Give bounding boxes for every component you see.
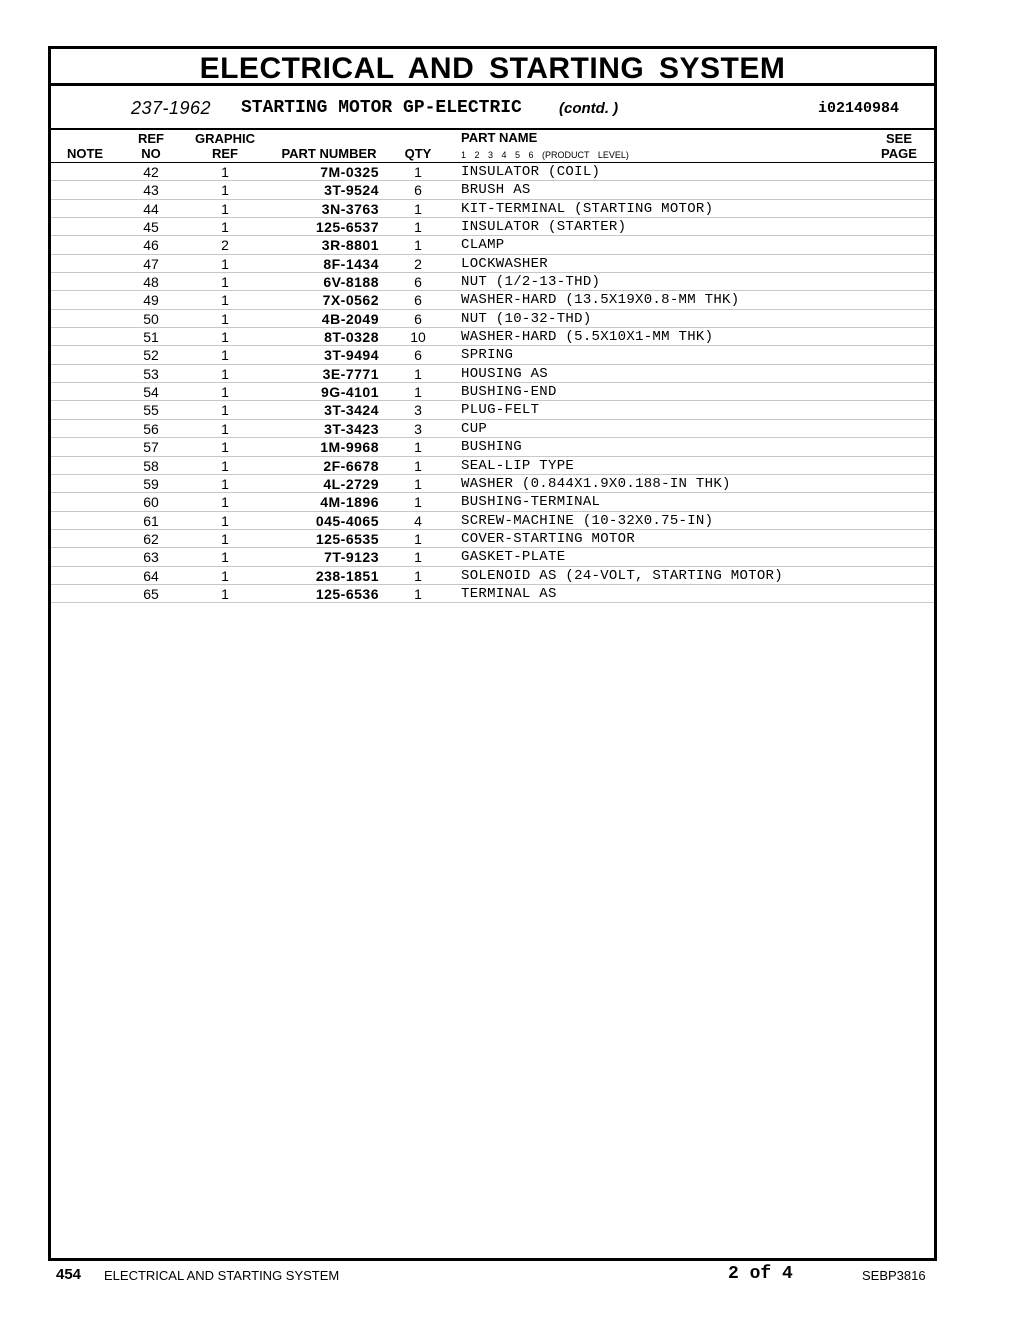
group-number: 237-1962 xyxy=(131,98,212,118)
graphic-ref-cell: 1 xyxy=(221,475,229,492)
qty-cell: 6 xyxy=(414,310,422,327)
table-row xyxy=(51,401,934,419)
part-number-cell: 3R-8801 xyxy=(321,237,379,254)
part-name-cell: NUT (10-32-THD) xyxy=(461,310,592,327)
table-row xyxy=(51,457,934,475)
ref-no-cell: 63 xyxy=(143,549,159,566)
graphic-ref-cell: 1 xyxy=(221,310,229,327)
part-number-cell: 3T-9524 xyxy=(324,182,379,199)
graphic-ref-cell: 1 xyxy=(221,255,229,272)
qty-cell: 1 xyxy=(414,365,422,382)
table-row xyxy=(51,236,934,254)
ref-no-cell: 53 xyxy=(143,365,159,382)
part-number-cell: 125-6537 xyxy=(315,219,379,236)
graphic-ref-cell: 1 xyxy=(221,292,229,309)
graphic-ref-cell: 1 xyxy=(221,567,229,584)
parts-table-body xyxy=(51,163,934,603)
qty-cell: 3 xyxy=(414,402,422,419)
part-number-cell: 9G-4101 xyxy=(321,384,379,401)
ref-no-cell: 50 xyxy=(143,310,159,327)
ref-no-cell: 55 xyxy=(143,402,159,419)
ref-no-cell: 44 xyxy=(143,200,159,217)
ref-no-cell: 65 xyxy=(143,585,159,602)
part-number-cell: 4L-2729 xyxy=(323,475,379,492)
part-number-cell: 7X-0562 xyxy=(322,292,379,309)
footer-sheet: 2 of 4 xyxy=(728,1264,793,1284)
graphic-ref-cell: 1 xyxy=(221,182,229,199)
graphic-ref-cell: 1 xyxy=(221,384,229,401)
graphic-ref-cell: 1 xyxy=(221,274,229,291)
part-number-cell: 3T-9494 xyxy=(324,347,379,364)
graphic-ref-cell: 1 xyxy=(221,219,229,236)
ref-no-cell: 57 xyxy=(143,439,159,456)
footer-page-number: 454 xyxy=(56,1266,82,1283)
part-name-cell: PLUG-FELT xyxy=(461,402,540,419)
qty-cell: 1 xyxy=(414,475,422,492)
part-number-cell: 4M-1896 xyxy=(320,494,379,511)
group-continued: (contd. ) xyxy=(559,100,619,117)
part-number-cell: 3N-3763 xyxy=(321,200,379,217)
part-number-cell: 1M-9968 xyxy=(320,439,379,456)
graphic-ref-cell: 1 xyxy=(221,512,229,529)
table-header xyxy=(51,130,934,163)
table-row xyxy=(51,163,934,181)
header-graphic-top: GRAPHIC xyxy=(195,131,255,146)
ref-no-cell: 61 xyxy=(143,512,159,529)
part-name-cell: COVER-STARTING MOTOR xyxy=(461,530,636,547)
qty-cell: 1 xyxy=(414,439,422,456)
part-number-cell: 3T-3423 xyxy=(324,420,379,437)
table-row xyxy=(51,255,934,273)
table-row xyxy=(51,512,934,530)
qty-cell: 1 xyxy=(414,219,422,236)
graphic-ref-cell: 1 xyxy=(221,457,229,474)
table-row xyxy=(51,200,934,218)
table-row xyxy=(51,438,934,456)
ref-no-cell: 59 xyxy=(143,475,159,492)
header-ref-bottom: NO xyxy=(141,146,161,161)
ref-no-cell: 42 xyxy=(143,164,159,180)
ref-no-cell: 47 xyxy=(143,255,159,272)
graphic-ref-cell: 1 xyxy=(221,200,229,217)
part-name-cell: NUT (1/2-13-THD) xyxy=(461,274,601,291)
group-heading xyxy=(51,86,934,130)
qty-cell: 1 xyxy=(414,585,422,602)
header-see-bottom: PAGE xyxy=(881,146,917,161)
table-row xyxy=(51,548,934,566)
header-qty: QTY xyxy=(404,146,432,161)
table-row xyxy=(51,383,934,401)
part-number-cell: 3E-7771 xyxy=(322,365,379,382)
ref-no-cell: 46 xyxy=(143,237,159,254)
part-number-cell: 238-1851 xyxy=(315,567,379,584)
section-title: ELECTRICAL AND STARTING SYSTEM xyxy=(51,49,934,86)
qty-cell: 6 xyxy=(414,274,422,291)
footer-doc-id: SEBP3816 xyxy=(862,1268,926,1283)
table-row xyxy=(51,218,934,236)
part-number-cell: 3T-3424 xyxy=(324,402,379,419)
qty-cell: 3 xyxy=(414,420,422,437)
ref-no-cell: 64 xyxy=(143,567,159,584)
header-ref-top: REF xyxy=(138,131,164,146)
ref-no-cell: 51 xyxy=(143,329,159,346)
part-number-cell: 4B-2049 xyxy=(321,310,379,327)
part-name-cell: INSULATOR (COIL) xyxy=(461,164,601,180)
table-row xyxy=(51,493,934,511)
graphic-ref-cell: 1 xyxy=(221,585,229,602)
graphic-ref-cell: 1 xyxy=(221,329,229,346)
qty-cell: 1 xyxy=(414,457,422,474)
header-graphic-bottom: REF xyxy=(212,146,238,161)
graphic-ref-cell: 1 xyxy=(221,530,229,547)
header-product-levels: 1 2 3 4 5 6 (PRODUCT LEVEL) xyxy=(461,150,629,160)
part-number-cell: 125-6536 xyxy=(315,585,379,602)
part-name-cell: GASKET-PLATE xyxy=(461,549,566,566)
table-row xyxy=(51,567,934,585)
part-number-cell: 045-4065 xyxy=(315,512,379,529)
part-name-cell: BRUSH AS xyxy=(461,182,531,199)
table-row xyxy=(51,530,934,548)
ref-no-cell: 58 xyxy=(143,457,159,474)
ref-no-cell: 60 xyxy=(143,494,159,511)
qty-cell: 1 xyxy=(414,549,422,566)
page-footer xyxy=(0,1262,1020,1292)
graphic-ref-cell: 1 xyxy=(221,420,229,437)
ref-no-cell: 43 xyxy=(143,182,159,199)
ref-no-cell: 54 xyxy=(143,384,159,401)
table-row xyxy=(51,273,934,291)
table-row xyxy=(51,420,934,438)
footer-section: ELECTRICAL AND STARTING SYSTEM xyxy=(104,1268,340,1283)
part-number-cell: 6V-8188 xyxy=(323,274,379,291)
part-number-cell: 125-6535 xyxy=(315,530,379,547)
qty-cell: 2 xyxy=(414,255,422,272)
table-row xyxy=(51,346,934,364)
group-illustration-id: i02140984 xyxy=(818,100,900,117)
table-row xyxy=(51,291,934,309)
part-name-cell: KIT-TERMINAL (STARTING MOTOR) xyxy=(461,200,714,217)
graphic-ref-cell: 1 xyxy=(221,402,229,419)
part-name-cell: INSULATOR (STARTER) xyxy=(461,219,627,236)
qty-cell: 1 xyxy=(414,530,422,547)
header-see-top: SEE xyxy=(885,131,912,146)
table-row xyxy=(51,181,934,199)
table-row xyxy=(51,310,934,328)
part-name-cell: CLAMP xyxy=(461,237,505,254)
graphic-ref-cell: 1 xyxy=(221,347,229,364)
part-name-cell: BUSHING xyxy=(461,439,522,456)
graphic-ref-cell: 1 xyxy=(221,439,229,456)
qty-cell: 6 xyxy=(414,182,422,199)
part-number-cell: 2F-6678 xyxy=(323,457,379,474)
table-row xyxy=(51,475,934,493)
table-row xyxy=(51,328,934,346)
qty-cell: 1 xyxy=(414,384,422,401)
qty-cell: 1 xyxy=(414,567,422,584)
qty-cell: 6 xyxy=(414,292,422,309)
ref-no-cell: 56 xyxy=(143,420,159,437)
ref-no-cell: 45 xyxy=(143,219,159,236)
qty-cell: 1 xyxy=(414,200,422,217)
ref-no-cell: 52 xyxy=(143,347,159,364)
qty-cell: 1 xyxy=(414,494,422,511)
part-name-cell: TERMINAL AS xyxy=(461,585,557,602)
graphic-ref-cell: 1 xyxy=(221,164,229,180)
part-number-cell: 7M-0325 xyxy=(320,164,379,180)
qty-cell: 10 xyxy=(410,329,426,346)
part-name-cell: WASHER-HARD (5.5X10X1-MM THK) xyxy=(461,329,714,346)
qty-cell: 4 xyxy=(414,512,422,529)
ref-no-cell: 49 xyxy=(143,292,159,309)
part-name-cell: WASHER (0.844X1.9X0.188-IN THK) xyxy=(461,475,731,492)
header-part-name: PART NAME xyxy=(461,130,538,145)
part-name-cell: SOLENOID AS (24-VOLT, STARTING MOTOR) xyxy=(461,567,783,584)
table-row xyxy=(51,365,934,383)
graphic-ref-cell: 1 xyxy=(221,494,229,511)
part-name-cell: SCREW-MACHINE (10-32X0.75-IN) xyxy=(461,512,714,529)
part-name-cell: SPRING xyxy=(461,347,514,364)
graphic-ref-cell: 2 xyxy=(221,237,229,254)
part-number-cell: 8T-0328 xyxy=(324,329,379,346)
table-row xyxy=(51,585,934,603)
graphic-ref-cell: 1 xyxy=(221,549,229,566)
part-name-cell: SEAL-LIP TYPE xyxy=(461,457,575,474)
parts-page-frame xyxy=(48,46,937,1261)
ref-no-cell: 62 xyxy=(143,530,159,547)
part-name-cell: BUSHING-TERMINAL xyxy=(461,494,601,511)
ref-no-cell: 48 xyxy=(143,274,159,291)
part-name-cell: BUSHING-END xyxy=(461,384,557,401)
qty-cell: 6 xyxy=(414,347,422,364)
part-number-cell: 8F-1434 xyxy=(323,255,379,272)
part-number-cell: 7T-9123 xyxy=(324,549,379,566)
part-name-cell: CUP xyxy=(461,420,488,437)
qty-cell: 1 xyxy=(414,164,422,180)
group-name: STARTING MOTOR GP-ELECTRIC xyxy=(241,98,522,118)
part-name-cell: LOCKWASHER xyxy=(461,255,549,272)
header-part-number: PART NUMBER xyxy=(281,146,377,161)
part-name-cell: HOUSING AS xyxy=(461,365,549,382)
part-name-cell: WASHER-HARD (13.5X19X0.8-MM THK) xyxy=(461,292,740,309)
qty-cell: 1 xyxy=(414,237,422,254)
graphic-ref-cell: 1 xyxy=(221,365,229,382)
header-note: NOTE xyxy=(66,146,104,161)
